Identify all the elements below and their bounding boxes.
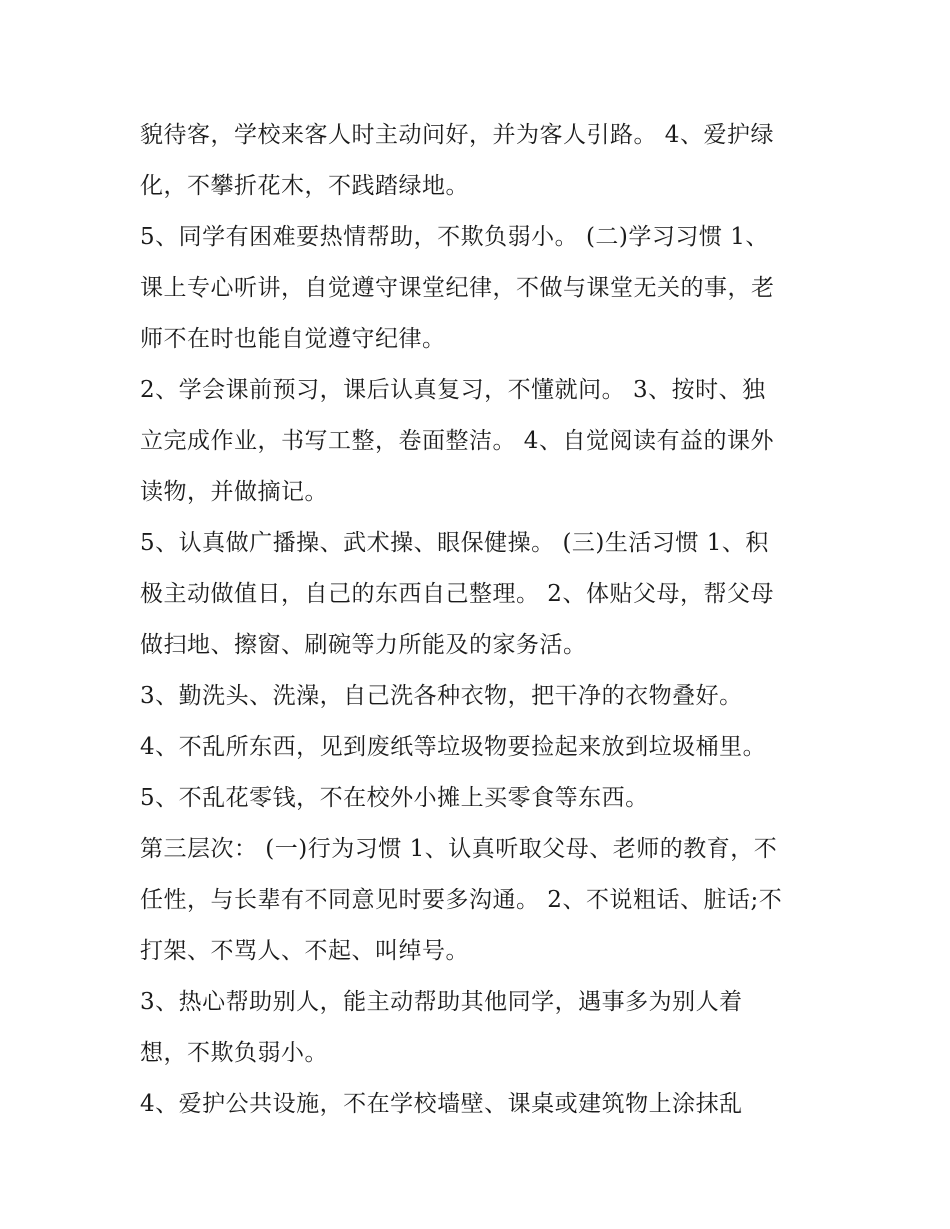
text-line: 任性，与长辈有不同意见时要多沟通。 2、不说粗话、脏话;不 bbox=[140, 887, 783, 913]
text-line: 立完成作业，书写工整，卷面整洁。 4、自觉阅读有益的课外 bbox=[140, 428, 774, 454]
text-line: 4、不乱所东西，见到废纸等垃圾物要捡起来放到垃圾桶里。 bbox=[140, 734, 767, 760]
text-line: 做扫地、擦窗、刷碗等力所能及的家务活。 bbox=[140, 632, 587, 658]
text-line: 第三层次： (一)行为习惯 1、认真听取父母、老师的教育，不 bbox=[140, 836, 778, 862]
text-line: 课上专心听讲，自觉遵守课堂纪律，不做与课堂无关的事，老 bbox=[140, 275, 775, 301]
text-line: 5、同学有困难要热情帮助，不欺负弱小。 (二)学习习惯 1、 bbox=[140, 224, 769, 250]
text-line: 化，不攀折花木，不践踏绿地。 bbox=[140, 173, 469, 199]
text-line: 师不在时也能自觉遵守纪律。 bbox=[140, 326, 446, 352]
text-line: 3、热心帮助别人，能主动帮助其他同学，遇事多为别人着 bbox=[140, 989, 743, 1015]
text-line: 想，不欺负弱小。 bbox=[140, 1040, 328, 1066]
document-body bbox=[140, 110, 830, 1130]
text-line: 3、勤洗头、洗澡，自己洗各种衣物，把干净的衣物叠好。 bbox=[140, 683, 743, 709]
text-line: 读物，并做摘记。 bbox=[140, 479, 328, 505]
text-line: 5、不乱花零钱，不在校外小摊上买零食等东西。 bbox=[140, 785, 649, 811]
text-line: 5、认真做广播操、武术操、眼保健操。 (三)生活习惯 1、积 bbox=[140, 530, 769, 556]
text-line: 4、爱护公共设施，不在学校墙壁、课桌或建筑物上涂抹乱 bbox=[140, 1091, 743, 1117]
text-line: 极主动做值日，自己的东西自己整理。 2、体贴父母，帮父母 bbox=[140, 581, 774, 607]
text-line: 2、学会课前预习，课后认真复习，不懂就问。 3、按时、独 bbox=[140, 377, 766, 403]
text-line: 打架、不骂人、不起、叫绰号。 bbox=[140, 938, 469, 964]
text-line: 貌待客，学校来客人时主动问好，并为客人引路。 4、爱护绿 bbox=[140, 122, 774, 148]
